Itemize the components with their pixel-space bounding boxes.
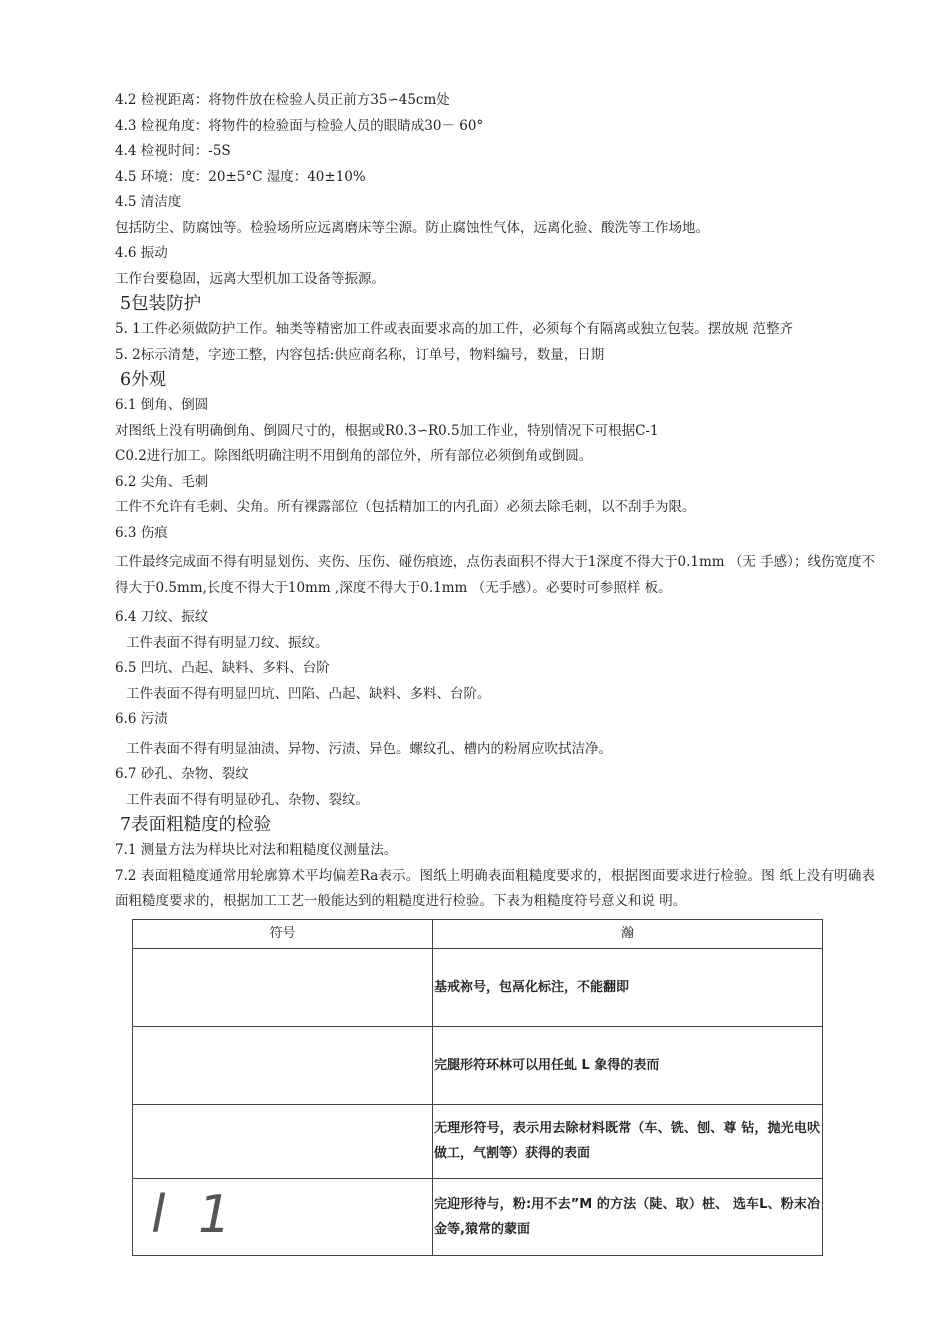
line-4-4: 4.4 检视时间：-5S bbox=[115, 143, 231, 159]
line-7-1: 7.1 测量方法为样块比对法和粗糙度仪测量法。 bbox=[115, 842, 398, 858]
line-6-5-text: 工件表面不得有明显凹坑、凹陷、凸起、缺料、多料、台阶。 bbox=[126, 685, 491, 702]
symbol-cell bbox=[133, 1026, 433, 1104]
meaning-cell: 完腿形符环林可以用任虬 L 象得的表而 bbox=[433, 1026, 823, 1104]
section-5-heading: 5包装防护 bbox=[120, 294, 202, 314]
line-6-4-title: 6.4 刀纹、振纹 bbox=[115, 609, 209, 625]
line-4-6-title: 4.6 振动 bbox=[115, 245, 168, 261]
line-6-1-text-2: C0.2进行加工。除图纸明确注明不用倒角的部位外，所有部位必须倒角或倒圆。 bbox=[115, 448, 593, 464]
meaning-cell: 基戒祢号，包鬲化标注，不能翻即 bbox=[433, 948, 823, 1026]
line-6-4-text: 工件表面不得有明显刀纹、振纹。 bbox=[126, 634, 329, 651]
table-header-row bbox=[133, 919, 823, 948]
table-header-meaning: 瀚 bbox=[433, 919, 823, 948]
meaning-cell: 无理形符号，表示用去除材料既常（车、铣、刨、尊 钻，抛光电吠做工，气割等）获得的表面 bbox=[433, 1104, 823, 1178]
line-4-5-environment: 4.5 环境：度：20±5°C 湿度：40±10% bbox=[115, 168, 366, 185]
table-row bbox=[133, 1104, 823, 1178]
line-6-2-text: 工件不允许有毛刺、尖角。所有裸露部位（包括精加工的内孔面）必须去除毛刺，以不刮手为限。 bbox=[115, 499, 696, 515]
line-6-2-title: 6.2 尖角、毛刺 bbox=[115, 473, 209, 490]
line-6-6-title: 6.6 污渍 bbox=[115, 711, 168, 727]
table-row bbox=[133, 948, 823, 1026]
line-vibration-text: 工作台要稳固，远离大型机加工设备等振源。 bbox=[115, 270, 385, 287]
symbol-cell bbox=[133, 948, 433, 1026]
symbol-cell bbox=[133, 1178, 433, 1255]
meaning-cell: 完迎形待与，粉:用不去”M 的方法（陡、取）桩、 选车L、粉末冶金等,猿常的蒙面 bbox=[433, 1178, 823, 1255]
line-6-7-title: 6.7 砂孔、杂物、裂纹 bbox=[115, 766, 249, 782]
line-6-1-text-1: 对图纸上没有明确倒角、倒圆尺寸的，根据或R0.3∽R0.5加工作业，特别情况下可根据C-1 bbox=[115, 422, 659, 439]
table-row bbox=[133, 1178, 823, 1255]
line-6-6-text: 工件表面不得有明显油渍、异物、污渍、异色。螺纹孔、槽内的粉屑应吹拭洁净。 bbox=[126, 740, 612, 757]
para-6-3-text: 工件最终完成面不得有明显划伤、夹伤、压伤、碰伤痕迹，点伤表面积不得大于1深度不得大于0.1mm （无 手感）；线伤宽度不得大于0.5mm,长度不得大于10mm ,深度不得大于0.1mm （无手感）。必要时可参照样 板。 bbox=[115, 554, 875, 596]
line-6-5-title: 6.5 凹坑、凸起、缺料、多料、台阶 bbox=[115, 660, 330, 676]
line-4-5-cleanliness-title: 4.5 清洁度 bbox=[115, 194, 182, 210]
roughness-symbol-mark: l 1 bbox=[151, 1184, 240, 1245]
section-7-heading: 7表面粗糙度的检验 bbox=[120, 815, 272, 835]
table-row bbox=[133, 1026, 823, 1104]
table-header-symbol: 符号 bbox=[133, 919, 433, 948]
line-4-2: 4.2 检视距离：将物件放在检验人员正前方35∽45cm处 bbox=[115, 92, 450, 108]
symbol-cell bbox=[133, 1104, 433, 1178]
para-7-2: 7.2 表面粗糙度通常用轮廓算术平均偏差Ra表示。图纸上明确表面粗糙度要求的，根据图面要求进行检验。图 纸上没有明确表面粗糙度要求的，根据加工工艺一般能达到的粗糙度进行检验。下表为粗糙度符号意义和说 明。 bbox=[115, 867, 875, 909]
line-6-1-title: 6.1 倒角、倒圆 bbox=[115, 397, 209, 413]
line-5-2: 5. 2标示清楚，字迹工整，内容包括:供应商名称，订单号，物料编号，数量，日期 bbox=[115, 346, 605, 363]
line-5-1: 5. 1工件必须做防护工作。轴类等精密加工件或表面要求高的加工件，必须每个有隔离或独立包装。摆放规 范整齐 bbox=[115, 321, 794, 337]
line-cleanliness-text: 包括防尘、防腐蚀等。检验场所应远离磨床等尘源。防止腐蚀性气体，远离化验、酸洗等工作场地。 bbox=[115, 219, 709, 236]
roughness-symbol-table bbox=[132, 919, 823, 1256]
line-6-3-title: 6.3 伤痕 bbox=[115, 524, 168, 541]
line-6-7-text: 工件表面不得有明显砂孔、杂物、裂纹。 bbox=[126, 791, 369, 808]
section-6-heading: 6外观 bbox=[120, 370, 167, 390]
document-page bbox=[115, 88, 875, 1256]
line-4-3: 4.3 检视角度：将物件的检验面与检验人员的眼睛成30－ 60° bbox=[115, 117, 484, 134]
